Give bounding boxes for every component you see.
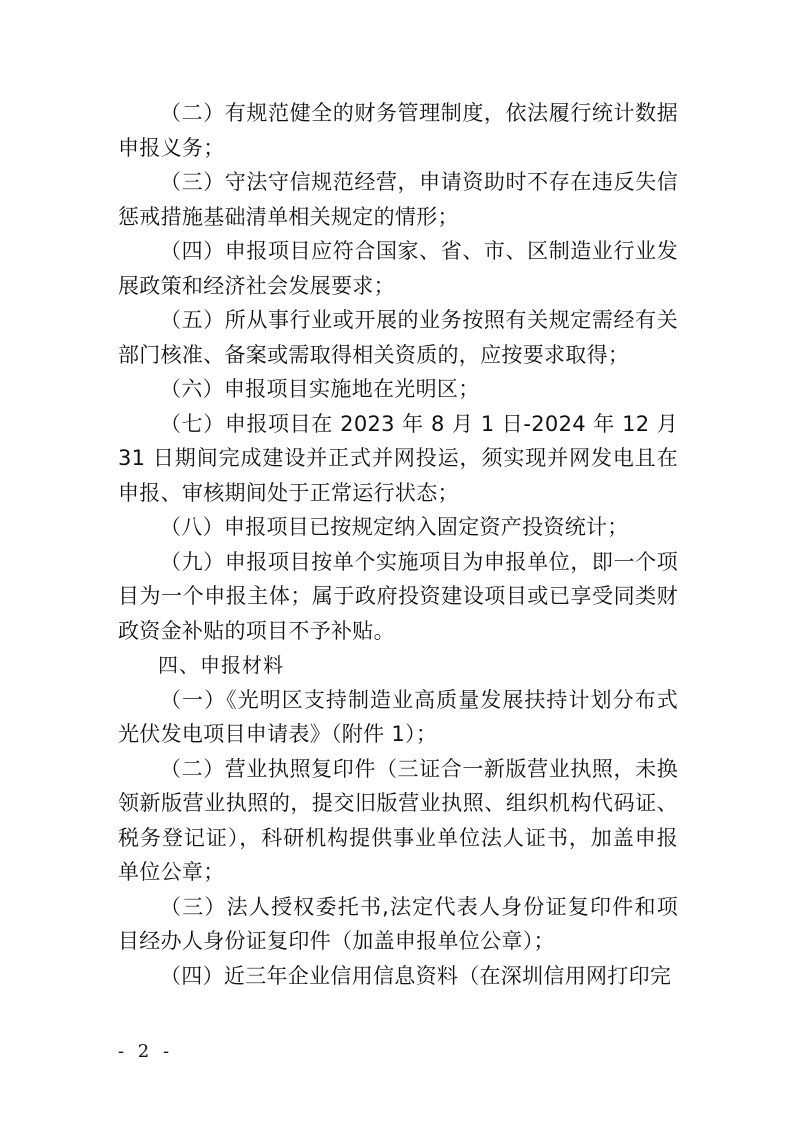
paragraph-material-1: （一）《光明区支持制造业高质量发展扶持计划分布式光伏发电项目申请表》（附件 1）； (118, 687, 678, 746)
paragraph-condition-5: （五）所从事行业或开展的业务按照有关规定需经有关部门核准、备案或需取得相关资质的，应按要求取得； (118, 308, 678, 367)
paragraph-condition-8: （八）申报项目已按规定纳入固定资产投资统计； (160, 515, 629, 539)
paragraph-condition-6: （六）申报项目实施地在光明区； (160, 377, 480, 401)
paragraph-condition-3: （三）守法守信规范经营，申请资助时不存在违反失信惩戒措施基础清单相关规定的情形； (118, 170, 678, 229)
document-body (118, 96, 678, 993)
paragraph-condition-4: （四）申报项目应符合国家、省、市、区制造业行业发展政策和经济社会发展要求； (118, 239, 678, 298)
paragraph-material-2: （二）营业执照复印件（三证合一新版营业执照，未换领新版营业执照的，提交旧版营业执照、组织机构代码证、税务登记证），科研机构提供事业单位法人证书，加盖申报单位公章； (118, 756, 678, 884)
section-heading: 四、申报材料 (158, 653, 284, 677)
paragraph-material-4: （四）近三年企业信用信息资料（在深圳信用网打印完 (160, 963, 672, 988)
page-number: - 2 - (118, 1041, 174, 1062)
paragraph-material-3: （三）法人授权委托书,法定代表人身份证复印件和项目经办人身份证复印件（加盖申报单位公章）； (118, 894, 678, 953)
paragraph-condition-7: （七）申报项目在 2023 年 8 月 1 日-2024 年 12 月 31 日期间完成建设并正式并网投运，须实现并网发电且在申报、审核期间处于正常运行状态； (118, 411, 678, 505)
paragraph-condition-9: （九）申报项目按单个实施项目为申报单位，即一个项目为一个申报主体；属于政府投资建设项目或已享受同类财政资金补贴的项目不予补贴。 (118, 549, 678, 643)
paragraph-condition-2: （二）有规范健全的财务管理制度，依法履行统计数据申报义务； (118, 101, 678, 160)
